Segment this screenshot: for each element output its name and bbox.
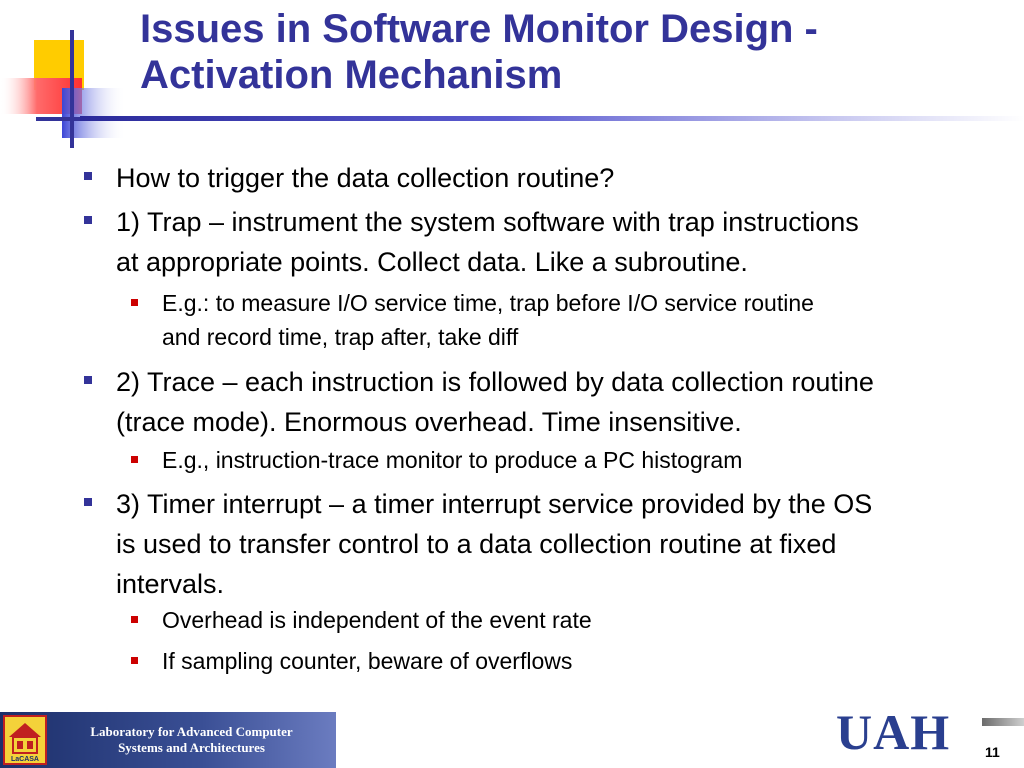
- title-underline: [80, 116, 1024, 121]
- bullet-trap: 1) Trap – instrument the system software with trap instructions at appropriate points. Collect data. Like a subroutine.: [116, 202, 1006, 282]
- bullet-timer-interrupt: 3) Timer interrupt – a timer interrupt service provided by the OS is used to transfer control to a data collection routine at fixed intervals.: [116, 484, 1006, 604]
- sub-bullet-sampling-counter: If sampling counter, beware of overflows: [162, 644, 992, 678]
- lab-name-line2: Systems and Architectures: [118, 740, 265, 755]
- corner-decoration: [0, 0, 140, 150]
- lab-banner: [0, 712, 336, 768]
- sub-bullet-trace-example: E.g., instruction-trace monitor to produce a PC histogram: [162, 443, 992, 477]
- lacasa-logo-text: LaCASA: [10, 756, 40, 763]
- bullet-trigger-question: How to trigger the data collection routine?: [116, 158, 1006, 198]
- lacasa-logo-icon: [3, 715, 47, 765]
- uah-logo: UAH: [836, 704, 951, 760]
- sub-bullet-overhead: Overhead is independent of the event rate: [162, 603, 992, 637]
- lab-name-line1: Laboratory for Advanced Computer: [90, 724, 293, 739]
- sub-bullet-trap-example: E.g.: to measure I/O service time, trap before I/O service routine and record time, trap after, take diff: [162, 286, 992, 354]
- bullet-trace: 2) Trace – each instruction is followed by data collection routine (trace mode). Enormous overhead. Time insensitive.: [116, 362, 1006, 442]
- lacasa-house-icon: [5, 717, 45, 763]
- slide-title-line2: Activation Mechanism: [140, 53, 563, 97]
- uah-logo-bar: [982, 718, 1024, 726]
- slide-title: [140, 6, 1000, 98]
- slide-title-line1: Issues in Software Monitor Design -: [140, 7, 818, 51]
- lab-name: [47, 724, 336, 756]
- page-number: 11: [985, 744, 1000, 760]
- deco-vertical-line: [70, 30, 74, 148]
